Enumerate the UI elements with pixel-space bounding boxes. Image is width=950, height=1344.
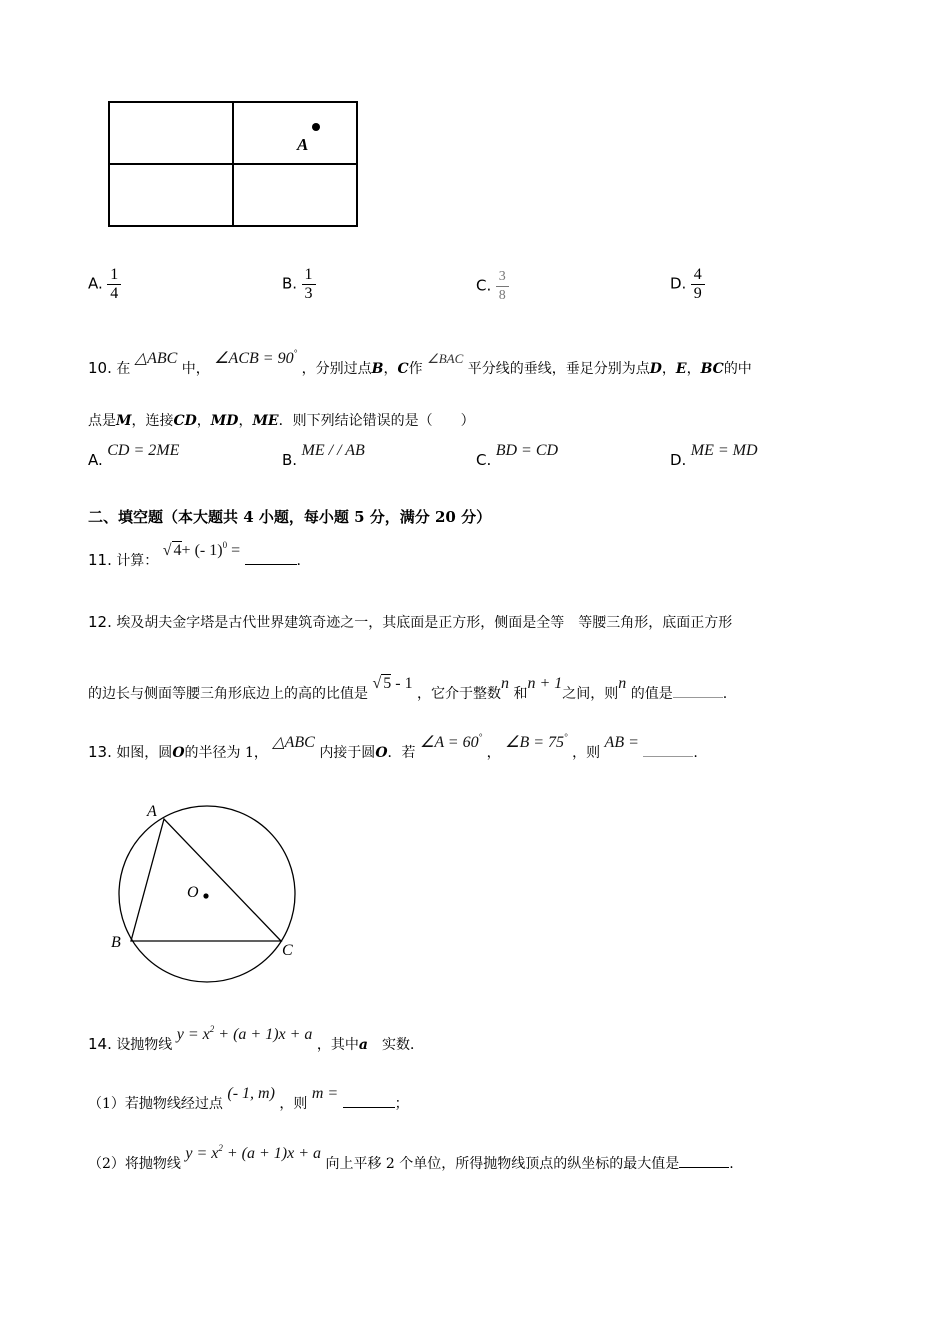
q10-line1: 10. 在 △ABC 中， ∠ACB = 90° ，分别过点B，C作 ∠BAC 平分线的垂线，垂足分别为点D，E，BC的中 [88, 348, 752, 377]
q9-option-a[interactable]: A. $\frac{1}{4}$ [88, 266, 121, 303]
fraction: $\frac{4}{9}$ [691, 266, 705, 303]
q14-part2: （2）将抛物线 $y = x^2 + (a + 1)x + a$ 向上平移 2 个单位，所得抛物线顶点的纵坐标的最大值是 . [88, 1143, 734, 1172]
grid-figure [100, 95, 365, 235]
answer-blank[interactable] [245, 550, 297, 565]
fraction: $\frac{1}{4}$ [107, 266, 121, 303]
label-c: C [282, 942, 293, 959]
answer-blank[interactable] [679, 1153, 729, 1168]
q9-option-c[interactable]: C. $\frac{3}{8}$ [476, 268, 509, 305]
triangle-abc [131, 819, 281, 941]
q9-option-d[interactable]: D. $\frac{4}{9}$ [670, 266, 705, 303]
label-o: O [187, 884, 199, 901]
q9-option-b[interactable]: B. $\frac{1}{3}$ [282, 266, 316, 303]
q13: 13. 如图，圆O的半径为 1， △ABC 内接于圆O．若 ∠A = 60° ， ∠B = 75° ，则 AB = . [88, 732, 698, 761]
q11: 11. 计算： √ 4+ (- 1)$^0$ = . [88, 540, 301, 569]
label-b: B [111, 934, 121, 951]
q12-line1: 12. 埃及胡夫金字塔是古代世界建筑奇迹之一，其底面是正方形，侧面是全等 等腰三角形，底面正方形 [88, 613, 733, 631]
q10-option-c[interactable]: C. BD = CD [476, 442, 559, 469]
q10-line2: 点是M，连接CD，MD，ME．则下列结论错误的是（ ） [88, 413, 475, 429]
q14-part1: （1）若抛物线经过点 (- 1, m) ，则 m = ； [88, 1085, 409, 1112]
circle-figure [100, 795, 315, 1005]
fraction: $\frac{1}{3}$ [302, 266, 316, 303]
point-a-label: A [297, 135, 309, 154]
q12-line2: 的边长与侧面等腰三角形底边上的高的比值是 √ 5 - 1 ，它介于整数n 和n + 1之间，则n 的值是 . [88, 675, 728, 702]
answer-blank[interactable] [343, 1093, 395, 1108]
label-a: A [147, 803, 157, 820]
point-a-dot [312, 123, 320, 131]
section-title: 二、填空题（本大题共 4 小题，每小题 5 分，满分 20 分） [88, 508, 492, 526]
q10-option-b[interactable]: B. ME / / AB [282, 442, 365, 469]
center-o-dot [203, 893, 208, 898]
answer-blank[interactable] [643, 742, 693, 757]
answer-blank[interactable] [673, 683, 723, 698]
q10-option-d[interactable]: D. ME = MD [670, 442, 758, 469]
q14: 14. 设抛物线 $y = x^2 + (a + 1)x + a$ ，其中a 实数． [88, 1024, 424, 1053]
q10-option-a[interactable]: A. CD = 2ME [88, 442, 180, 469]
fraction: $\frac{3}{8}$ [496, 268, 509, 305]
